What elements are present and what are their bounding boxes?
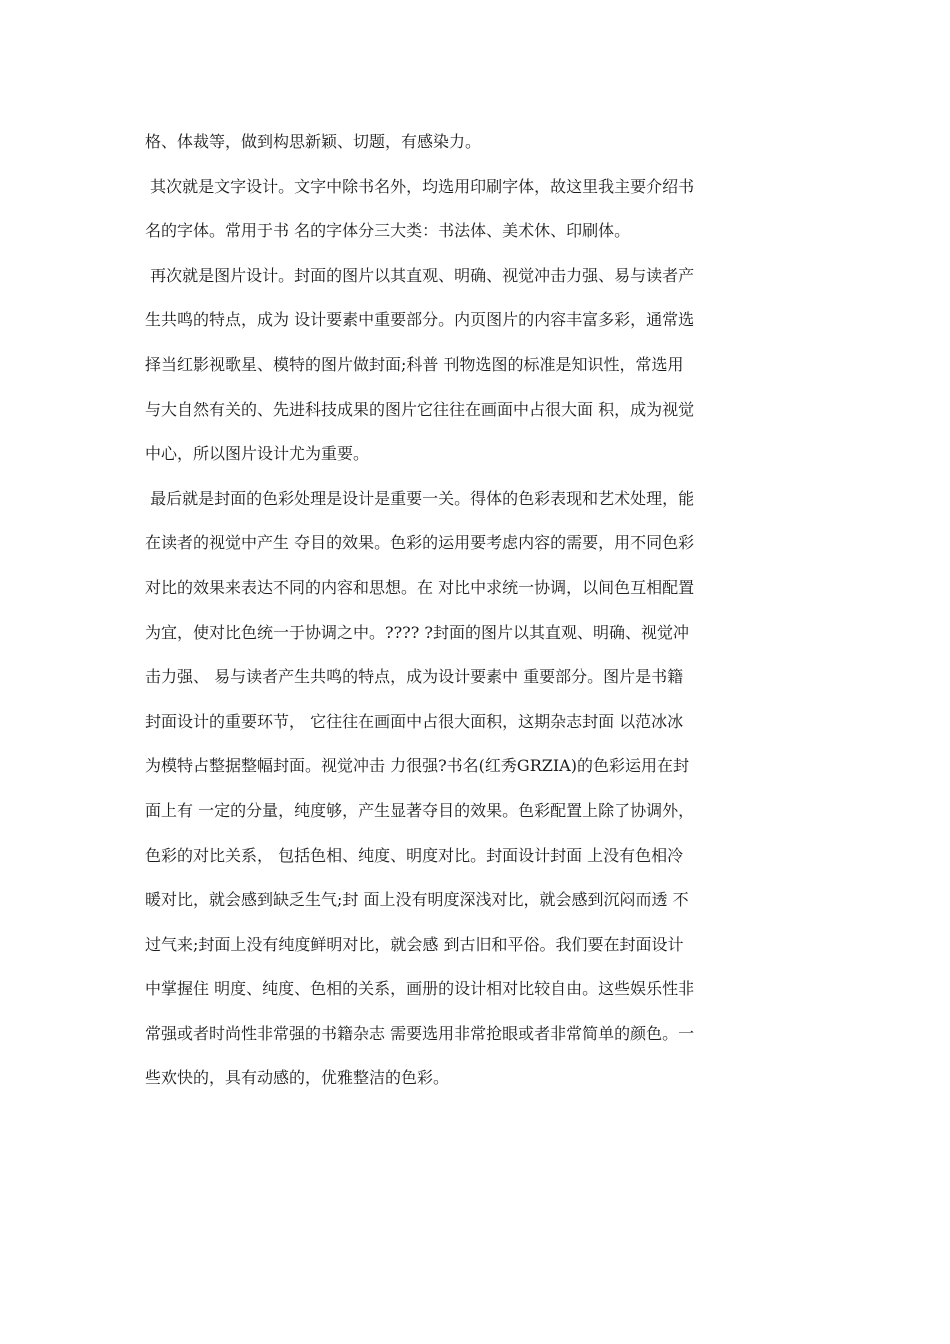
paragraph-color-design: [145, 477, 815, 1101]
text-line: 中心，所以图片设计尤为重要。: [145, 444, 370, 464]
text-line: 面上有 一定的分量，纯度够，产生显著夺目的效果。色彩配置上除了协调外，: [145, 800, 695, 820]
text-line: 再次就是图片设计。封面的图片以其直观、明确、视觉冲击力强、易与读者产: [145, 265, 695, 285]
text-line: 名的字体。常用于书 名的字体分三大类：书法体、美术休、印刷体。: [145, 221, 631, 241]
text-line: 常强或者时尚性非常强的书籍杂志 需要选用非常抢眼或者非常简单的颜色。一: [145, 1023, 695, 1043]
text-line: 格、体裁等，做到构思新颖、切题，有感染力。: [145, 132, 482, 151]
text-line: 过气来;封面上没有纯度鲜明对比，就会感 到古旧和平俗。我们要在封面设计: [145, 934, 684, 954]
text-line: 暖对比，就会感到缺乏生气;封 面上没有明度深浅对比，就会感到沉闷而透 不: [145, 890, 689, 910]
paragraph-image-design: [145, 254, 815, 477]
text-line: 色彩的对比关系， 包括色相、纯度、明度对比。封面设计封面 上没有色相冷: [145, 845, 684, 865]
text-line: 与大自然有关的、先进科技成果的图片它往往在画面中占很大面 积，成为视觉: [145, 399, 695, 419]
text-line: 择当红影视歌星、模特的图片做封面;科普 刊物选图的标准是知识性，常选用: [145, 354, 684, 374]
body-text: [145, 120, 815, 1101]
text-line: 击力强、 易与读者产生共鸣的特点，成为设计要素中 重要部分。图片是书籍: [145, 667, 684, 687]
text-line: 其次就是文字设计。文字中除书名外，均选用印刷字体，故这里我主要介绍书: [145, 176, 695, 196]
text-line: 生共鸣的特点，成为 设计要素中重要部分。内页图片的内容丰富多彩，通常选: [145, 310, 695, 330]
text-line: 对比的效果来表达不同的内容和思想。在 对比中求统一协调，以间色互相配置: [145, 577, 695, 597]
text-line: 些欢快的，具有动感的，优雅整洁的色彩。: [145, 1068, 450, 1088]
paragraph-text-design: [145, 165, 815, 254]
text-line: 为宜，使对比色统一于协调之中。???? ?封面的图片以其直观、明确、视觉冲: [145, 622, 689, 642]
text-line: 最后就是封面的色彩处理是设计是重要一关。得体的色彩表现和艺术处理，能: [145, 488, 695, 508]
text-line: 封面设计的重要环节， 它往往在画面中占很大面积，这期杂志封面 以范冰冰: [145, 711, 684, 731]
text-line: 中掌握住 明度、纯度、色相的关系，画册的设计相对比较自由。这些娱乐性非: [145, 979, 695, 999]
text-line: 在读者的视觉中产生 夺目的效果。色彩的运用要考虑内容的需要，用不同色彩: [145, 533, 695, 553]
text-line: 为模特占整据整幅封面。视觉冲击 力很强?书名(红秀GRZIA)的色彩运用在封: [145, 756, 689, 776]
paragraph-style-continuation: [145, 120, 815, 165]
